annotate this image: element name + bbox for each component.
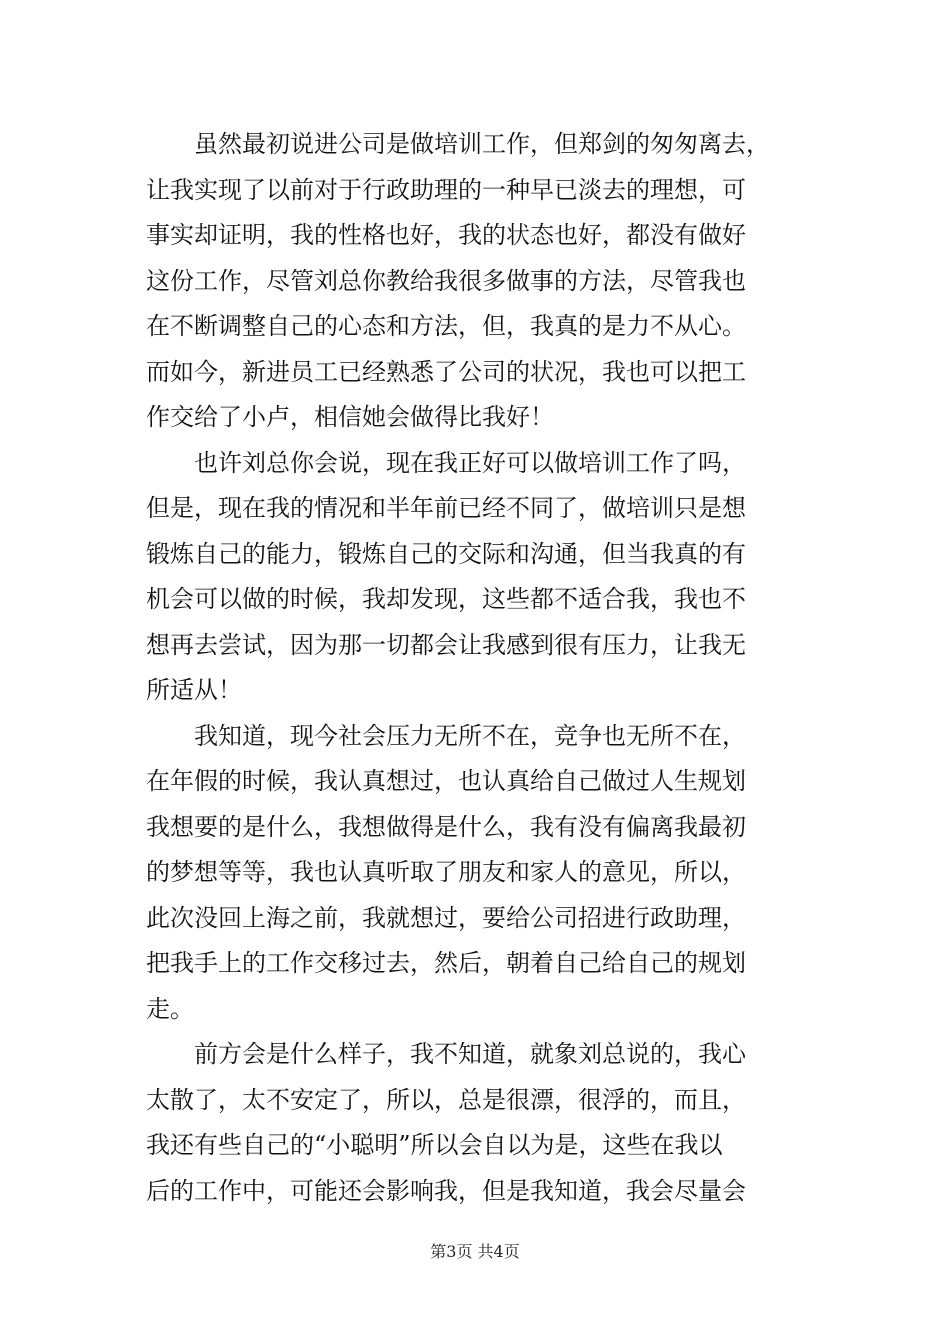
text-line: 作交给了小卢，相信她会做得比我好！ [146,403,554,431]
text-line: 锻炼自己的能力，锻炼自己的交际和沟通，但当我真的有 [146,539,746,568]
text-line: 前方会是什么样子，我不知道，就象刘总说的，我心 [146,1040,746,1068]
text-line: 在年假的时候，我认真想过，也认真给自己做过人生规划 [146,767,746,795]
text-line: 虽然最初说进公司是做培训工作，但郑剑的匆匆离去， [146,130,770,158]
text-line: 我还有些自己的“小聪明”所以会自以为是，这些在我以 [146,1131,723,1159]
text-line: 太散了，太不安定了，所以，总是很漂，很浮的，而且， [146,1085,746,1114]
text-line: 事实却证明，我的性格也好，我的状态也好，都没有做好 [146,221,746,249]
text-line: 让我实现了以前对于行政助理的一种早已淡去的理想，可 [146,175,746,204]
text-line: 这份工作，尽管刘总你教给我很多做事的方法，尽管我也 [146,266,746,295]
body-text [146,122,810,1214]
page-number-footer: 第3页 共4页 [430,1242,520,1261]
text-line: 后的工作中，可能还会影响我，但是我知道，我会尽量会 [146,1176,746,1205]
text-line: 此次没回上海之前，我就想过，要给公司招进行政助理， [146,903,746,932]
text-line: 走。 [146,994,194,1023]
text-line: 把我手上的工作交移过去，然后，朝着自己给自己的规划 [146,949,746,977]
text-line: 也许刘总你会说，现在我正好可以做培训工作了吗， [146,448,746,477]
text-line: 机会可以做的时候，我却发现，这些都不适合我，我也不 [146,585,746,613]
text-line: 的梦想等等，我也认真听取了朋友和家人的意见，所以， [146,858,746,886]
text-line: 我想要的是什么，我想做得是什么，我有没有偏离我最初 [146,812,746,841]
text-line: 而如今，新进员工已经熟悉了公司的状况，我也可以把工 [146,357,746,386]
text-line: 在不断调整自己的心态和方法，但，我真的是力不从心。 [146,312,746,340]
text-line: 但是，现在我的情况和半年前已经不同了，做培训只是想 [146,494,746,522]
text-line: 我知道，现今社会压力无所不在，竞争也无所不在， [146,721,746,750]
text-line: 所适从！ [146,676,242,704]
text-line: 想再去尝试，因为那一切都会让我感到很有压力，让我无 [146,630,746,659]
